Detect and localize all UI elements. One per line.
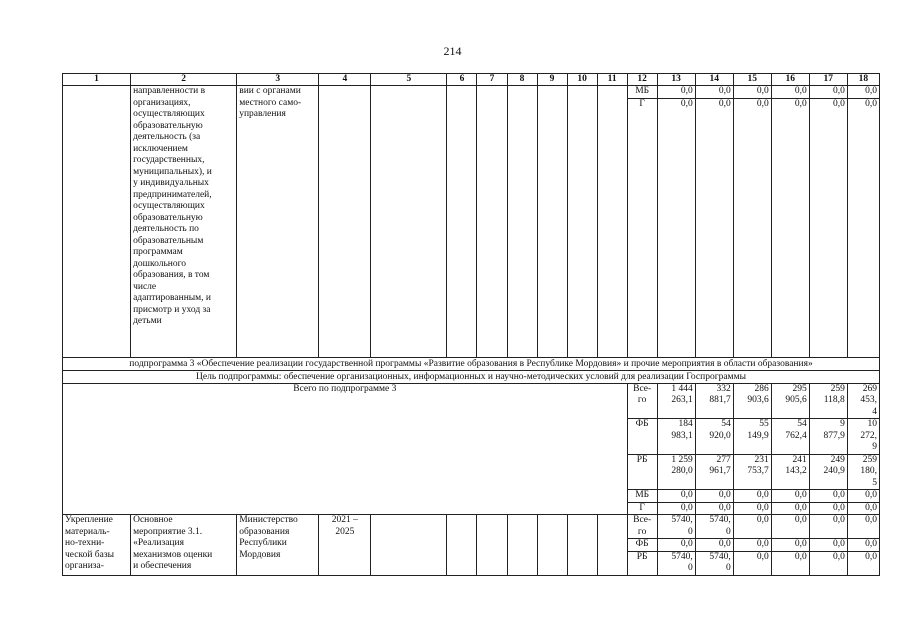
table-row xyxy=(63,86,880,99)
empty-cell xyxy=(507,515,537,576)
col1-cell xyxy=(63,86,131,358)
amount-cell: 5740, 0 xyxy=(657,515,695,539)
column-header: 18 xyxy=(847,74,879,86)
amount-cell: 5740, 0 xyxy=(695,515,733,539)
amount-cell: 184 983,1 xyxy=(657,419,695,455)
amount-cell: 10 272, 9 xyxy=(847,419,879,455)
amount-cell: 0,0 xyxy=(657,502,695,515)
amount-cell: 0,0 xyxy=(847,490,879,503)
column-header: 4 xyxy=(319,74,371,86)
amount-cell: 0,0 xyxy=(695,539,733,552)
amount-cell: 0,0 xyxy=(695,502,733,515)
column-header: 14 xyxy=(695,74,733,86)
budget-table xyxy=(62,73,880,576)
empty-cell xyxy=(447,515,477,576)
column-header: 5 xyxy=(371,74,447,86)
amount-cell: 0,0 xyxy=(657,539,695,552)
funding-source-cell: Г xyxy=(627,502,657,515)
amount-cell: 295 905,6 xyxy=(771,383,809,419)
amount-cell: 259 180, 5 xyxy=(847,454,879,490)
amount-cell: 0,0 xyxy=(771,502,809,515)
measure-description: Основное мероприятие 3.1. «Реализация механизмов оценки и обеспечения xyxy=(131,515,237,576)
amount-cell: 0,0 xyxy=(809,502,847,515)
empty-cell xyxy=(477,515,507,576)
responsible-executor: вии с органами местного само- управления xyxy=(237,86,319,358)
header-row xyxy=(63,74,880,86)
amount-cell: 0,0 xyxy=(771,98,809,357)
amount-cell: 0,0 xyxy=(809,86,847,99)
amount-cell: 0,0 xyxy=(847,86,879,99)
column-header: 16 xyxy=(771,74,809,86)
funding-source-cell: Все- го xyxy=(627,515,657,539)
amount-cell: 332 881,7 xyxy=(695,383,733,419)
measure-description: направленности в организациях, осуществляющих образовательную деятельность (за исключением государственных, муниципальных), и у индивидуальных предпринимателей, осуществляющих образовательную деятельность по образовательным программам дошкольного образования, в том числе адаптированным, и присмотр и уход за детьми xyxy=(131,86,237,358)
empty-cell xyxy=(537,86,567,358)
amount-cell: 1 259 280,0 xyxy=(657,454,695,490)
funding-source-cell: РБ xyxy=(627,551,657,575)
amount-cell: 54 762,4 xyxy=(771,419,809,455)
amount-cell: 241 143,2 xyxy=(771,454,809,490)
column-header: 17 xyxy=(809,74,847,86)
amount-cell: 5740, 0 xyxy=(657,551,695,575)
funding-source-cell: РБ xyxy=(627,454,657,490)
subprogram-goal-row xyxy=(63,370,880,383)
column-header: 6 xyxy=(447,74,477,86)
column-header: 11 xyxy=(597,74,627,86)
amount-cell: 286 903,6 xyxy=(733,383,771,419)
amount-cell: 0,0 xyxy=(771,86,809,99)
empty-cell xyxy=(597,515,627,576)
subprogram-title-row xyxy=(63,357,880,370)
column-header: 2 xyxy=(131,74,237,86)
column-header: 9 xyxy=(537,74,567,86)
subprogram-title: подпрограмма 3 «Обеспечение реализации государственной программы «Развитие образования в Республике Мордовия» и прочие мероприятия в области образования» xyxy=(63,357,880,370)
amount-cell: 0,0 xyxy=(847,502,879,515)
column-header: 12 xyxy=(627,74,657,86)
amount-cell: 0,0 xyxy=(771,515,809,539)
amount-cell: 5740, 0 xyxy=(695,551,733,575)
amount-cell: 0,0 xyxy=(695,86,733,99)
amount-cell: 0,0 xyxy=(733,539,771,552)
amount-cell: 0,0 xyxy=(847,98,879,357)
implementation-period: 2021 – 2025 xyxy=(319,515,371,576)
amount-cell: 231 753,7 xyxy=(733,454,771,490)
amount-cell: 277 961,7 xyxy=(695,454,733,490)
total-label: Всего по подпрограмме 3 xyxy=(63,383,628,515)
empty-cell xyxy=(567,515,597,576)
empty-cell xyxy=(371,515,447,576)
amount-cell: 0,0 xyxy=(695,490,733,503)
column-header: 3 xyxy=(237,74,319,86)
amount-cell: 0,0 xyxy=(771,539,809,552)
empty-cell xyxy=(597,86,627,358)
amount-cell: 0,0 xyxy=(657,490,695,503)
amount-cell: 0,0 xyxy=(809,515,847,539)
table-row xyxy=(63,515,880,539)
funding-source-cell: МБ xyxy=(627,86,657,99)
amount-cell: 0,0 xyxy=(809,98,847,357)
amount-cell: 0,0 xyxy=(657,98,695,357)
amount-cell: 0,0 xyxy=(809,539,847,552)
funding-source-cell: ФБ xyxy=(627,539,657,552)
column-header: 7 xyxy=(477,74,507,86)
funding-source-cell: Г xyxy=(627,98,657,357)
page-number: 214 xyxy=(443,44,462,58)
amount-cell: 0,0 xyxy=(733,502,771,515)
amount-cell: 0,0 xyxy=(733,515,771,539)
amount-cell: 0,0 xyxy=(695,98,733,357)
amount-cell: 269 453, 4 xyxy=(847,383,879,419)
amount-cell: 0,0 xyxy=(847,551,879,575)
amount-cell: 0,0 xyxy=(809,490,847,503)
empty-cell xyxy=(477,86,507,358)
empty-cell xyxy=(507,86,537,358)
empty-cell xyxy=(567,86,597,358)
empty-cell xyxy=(371,86,447,358)
amount-cell: 0,0 xyxy=(733,98,771,357)
column-header: 1 xyxy=(63,74,131,86)
amount-cell: 0,0 xyxy=(733,86,771,99)
responsible-executor: Министерство образования Республики Мордовия xyxy=(237,515,319,576)
column-header: 8 xyxy=(507,74,537,86)
column-header: 10 xyxy=(567,74,597,86)
amount-cell: 0,0 xyxy=(771,490,809,503)
amount-cell: 0,0 xyxy=(809,551,847,575)
amount-cell: 55 149,9 xyxy=(733,419,771,455)
empty-cell xyxy=(537,515,567,576)
table-row xyxy=(63,383,880,419)
measure-name: Укрепление материаль- но-техни- ческой базы организа- xyxy=(63,515,131,576)
funding-source-cell: ФБ xyxy=(627,419,657,455)
empty-cell xyxy=(319,86,371,358)
funding-source-cell: Все- го xyxy=(627,383,657,419)
amount-cell: 9 877,9 xyxy=(809,419,847,455)
amount-cell: 259 118,8 xyxy=(809,383,847,419)
amount-cell: 0,0 xyxy=(733,490,771,503)
amount-cell: 54 920,0 xyxy=(695,419,733,455)
column-header: 15 xyxy=(733,74,771,86)
amount-cell: 249 240,9 xyxy=(809,454,847,490)
amount-cell: 0,0 xyxy=(657,86,695,99)
funding-source-cell: МБ xyxy=(627,490,657,503)
subprogram-goal: Цель подпрограммы: обеспечение организационных, информационных и научно-методических условий для реализации Госпрограммы xyxy=(63,370,880,383)
amount-cell: 0,0 xyxy=(847,515,879,539)
column-header: 13 xyxy=(657,74,695,86)
amount-cell: 1 444 263,1 xyxy=(657,383,695,419)
amount-cell: 0,0 xyxy=(733,551,771,575)
amount-cell: 0,0 xyxy=(847,539,879,552)
amount-cell: 0,0 xyxy=(771,551,809,575)
empty-cell xyxy=(447,86,477,358)
